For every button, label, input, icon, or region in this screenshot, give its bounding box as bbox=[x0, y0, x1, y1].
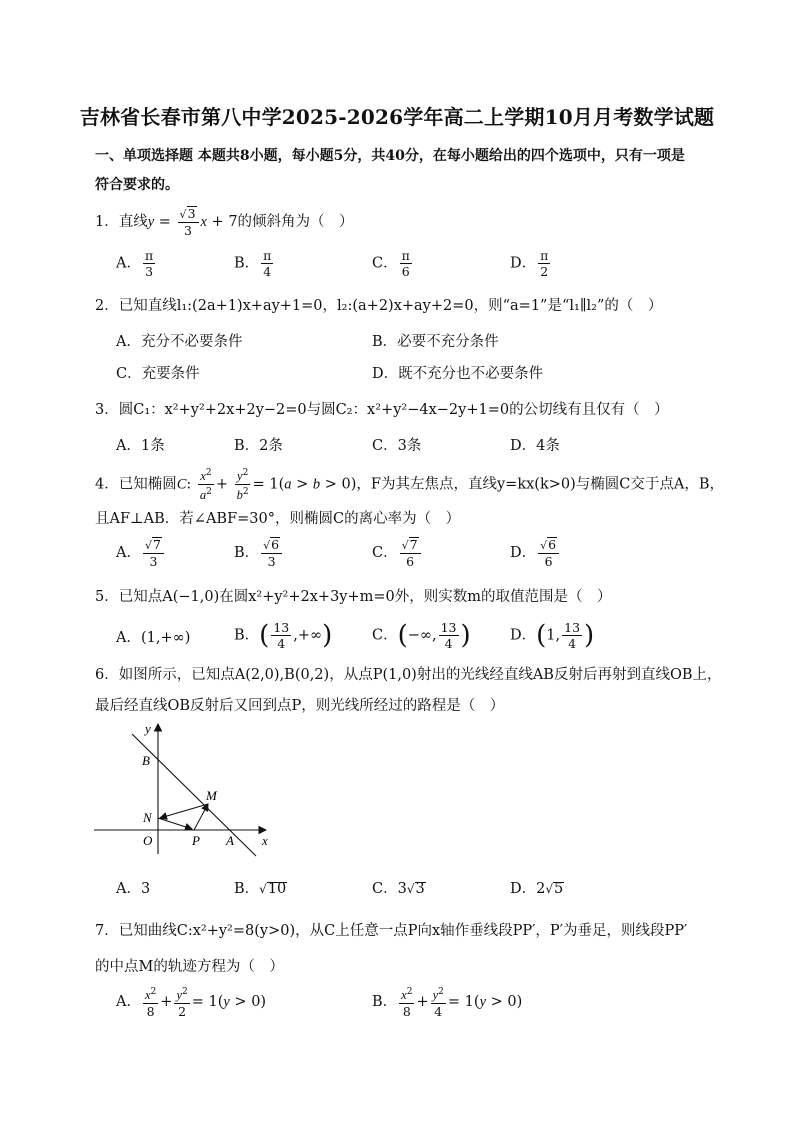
question-7: 7．已知曲线C:x²+y²=8(y>0)，从C上任意一点P向x轴作垂线段PP′，P′为垂足，则线段PP′ bbox=[95, 923, 688, 939]
q3-option-c[interactable]: C．3条 bbox=[372, 438, 422, 454]
q5-option-b[interactable]: B．( $\frac{13}{4}$ ,+∞) bbox=[234, 620, 333, 651]
q6-option-a[interactable]: A．3 bbox=[116, 881, 151, 897]
question-5: 5．已知点A(−1,0)在圆x²+y²+2x+3y+m=0外，则实数m的取值范围是（ ） bbox=[95, 589, 612, 605]
question-1: 1．直线y = $\frac{√3}{3}$ x + 7的倾斜角为（ ） bbox=[95, 206, 354, 238]
label-o: O bbox=[143, 833, 153, 848]
q3-option-b[interactable]: B．2条 bbox=[234, 438, 283, 454]
q3-option-d[interactable]: D．4条 bbox=[510, 438, 560, 454]
q1-option-b[interactable]: B． $\frac{\pi}{4}$ bbox=[234, 248, 272, 279]
label-b: B bbox=[142, 753, 150, 768]
q1-option-d[interactable]: D． $\frac{\pi}{2}$ bbox=[510, 248, 549, 279]
q4-option-d[interactable]: D． $\frac{√6}{6}$ bbox=[510, 537, 561, 569]
q4-option-b[interactable]: B． $\frac{√6}{3}$ bbox=[234, 537, 284, 569]
q6-option-b[interactable]: B．√10 bbox=[234, 881, 287, 897]
q6-option-c[interactable]: C．3√3 bbox=[372, 881, 425, 897]
q5-option-c[interactable]: C．(−∞, $\frac{13}{4}$ ) bbox=[372, 620, 471, 651]
ray-n-p bbox=[158, 818, 192, 829]
q4-option-a[interactable]: A． $\frac{√7}{3}$ bbox=[116, 537, 166, 569]
label-y: y bbox=[145, 721, 151, 736]
label-a: A bbox=[226, 833, 234, 848]
question-6: 6．如图所示，已知点A(2,0),B(0,2)，从点P(1,0)射出的光线经直线AB反射后再射到直线OB上， bbox=[95, 667, 722, 683]
question-4: 4．已知椭圆C: $\frac{x^2}{a^2}$ + $\frac{y^2}{b^2}$ = 1(a > b > 0)，F为其左焦点，直线y=kx(k>0)与椭圆C交于点A，B， bbox=[95, 468, 724, 503]
ray-m-n bbox=[160, 804, 208, 818]
q4-option-c[interactable]: C． $\frac{√7}{6}$ bbox=[372, 537, 423, 569]
section-heading: 一、单项选择题 本题共8小题，每小题5分，共40分，在每小题给出的四个选项中，只有一项是 bbox=[95, 148, 685, 164]
question-6-cont: 最后经直线OB反射后又回到点P，则光线所经过的路程是（ ） bbox=[95, 698, 505, 714]
q2-option-d[interactable]: D．既不充分也不必要条件 bbox=[372, 366, 544, 382]
page-title: 吉林省长春市第八中学2025-2026学年高二上学期10月月考数学试题 bbox=[79, 105, 715, 129]
geometry-figure bbox=[90, 718, 280, 858]
q2-option-b[interactable]: B．必要不充分条件 bbox=[372, 334, 499, 350]
q3-option-a[interactable]: A．1条 bbox=[116, 438, 165, 454]
q7-option-b[interactable]: B． $\frac{x^2}{8}$ + $\frac{y^2}{4}$ = 1(y > 0) bbox=[372, 987, 523, 1020]
label-m: M bbox=[206, 788, 217, 803]
label-p: P bbox=[192, 833, 200, 848]
q2-option-c[interactable]: C．充要条件 bbox=[116, 366, 200, 382]
q5-option-d[interactable]: D．(1, $\frac{13}{4}$ ) bbox=[510, 620, 595, 651]
question-2: 2．已知直线l₁:(2a+1)x+ay+1=0，l₂:(a+2)x+ay+2=0，则“a=1”是“l₁∥l₂”的（ ） bbox=[95, 298, 663, 314]
question-3: 3．圆C₁：x²+y²+2x+2y−2=0与圆C₂：x²+y²−4x−2y+1=0的公切线有且仅有（ ） bbox=[95, 402, 669, 418]
label-x: x bbox=[262, 833, 268, 848]
question-7-cont: 的中点M的轨迹方程为（ ） bbox=[95, 959, 284, 975]
q1-option-a[interactable]: A． $\frac{\pi}{3}$ bbox=[116, 248, 154, 279]
q1-option-c[interactable]: C． $\frac{\pi}{6}$ bbox=[372, 248, 410, 279]
question-4-cont: 且AF⊥AB．若∠ABF=30°，则椭圆C的离心率为（ ） bbox=[95, 511, 461, 527]
q6-option-d[interactable]: D．2√5 bbox=[510, 881, 564, 897]
q2-option-a[interactable]: A．充分不必要条件 bbox=[116, 334, 243, 350]
q7-option-a[interactable]: A． $\frac{x^2}{8}$ + $\frac{y^2}{2}$ = 1(y > 0) bbox=[116, 987, 267, 1020]
label-n: N bbox=[143, 810, 152, 825]
q5-option-a[interactable]: A．(1,+∞) bbox=[116, 630, 191, 646]
section-heading-cont: 符合要求的。 bbox=[95, 177, 179, 193]
